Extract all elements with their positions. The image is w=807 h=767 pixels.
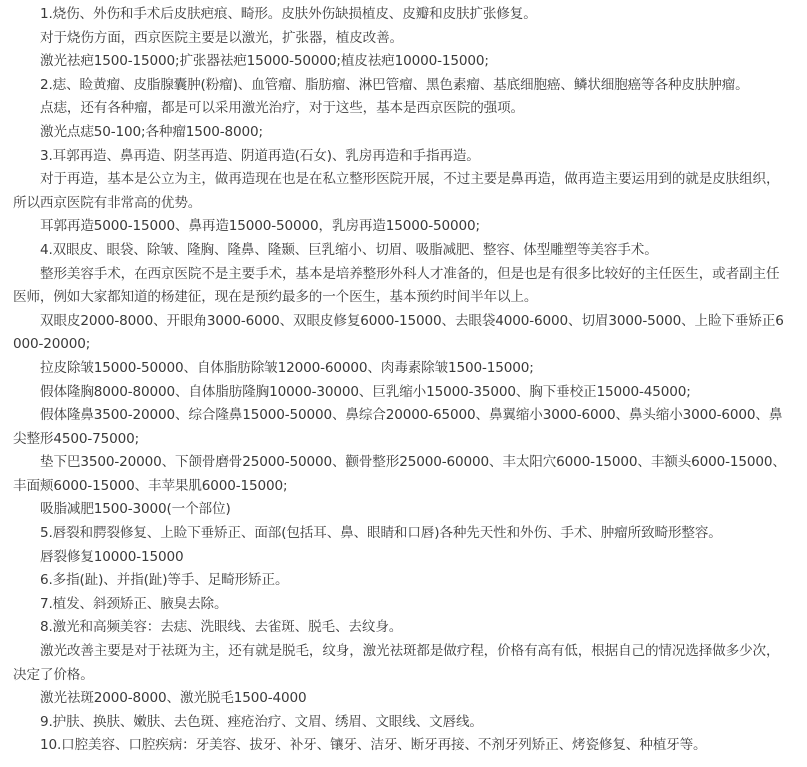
paragraph-polydactyly-heading: 6.多指(趾)、并指(趾)等手、足畸形矫正。 [40,572,289,589]
paragraph-laser-heading: 8.激光和高频美容：去痣、洗眼线、去雀斑、脱毛、去纹身。 [40,619,403,636]
paragraph-burn-prices: 激光祛疤1500-15000;扩张器祛疤15000-50000;植皮祛疤10000-15000; [40,53,489,70]
paragraph-cleft-lip-heading: 5.唇裂和腭裂修复、上睑下垂矫正、面部(包括耳、鼻、眼睛和口唇)各种先天性和外伤、手术、肿瘤所致畸形整容。 [40,525,722,542]
paragraph-cosmetic-heading: 4.双眼皮、眼袋、除皱、隆胸、隆鼻、隆颞、巨乳缩小、切眉、吸脂减肥、整容、体型雕塑等美容手术。 [40,241,658,258]
paragraph-skin-tumors-treatment: 点痣，还有各种瘤，都是可以采用激光治疗，对于这些，基本是西京医院的强项。 [40,100,524,117]
paragraph-eye-prices: 双眼皮2000-8000、开眼角3000-6000、双眼皮修复6000-15000、去眼袋4000-6000、切眉3000-5000、上睑下垂矫正6000-20000; [13,312,784,353]
paragraph-face-contour-prices: 垫下巴3500-20000、下颌骨磨骨25000-50000、颧骨整形25000-60000、丰太阳穴6000-15000、丰额头6000-15000、丰面颊6000-15000、丰苹果肌6000-15000; [13,454,786,494]
paragraph-breast-prices: 假体隆胸8000-80000、自体脂肪隆胸10000-30000、巨乳缩小15000-35000、胸下垂校正15000-45000; [40,383,691,400]
paragraph-nose-prices: 假体隆鼻3500-20000、综合隆鼻15000-50000、鼻综合20000-65000、鼻翼缩小3000-6000、鼻头缩小3000-6000、鼻尖整形4500-75000; [13,407,783,447]
paragraph-reconstruction-description: 对于再造，基本是公立为主，做再造现在也是在私立整形医院开展，不过主要是鼻再造，做再造主要运用到的就是皮肤组织，所以西京医院有非常高的优势。 [13,171,780,211]
paragraph-burn-scars-heading: 1.烧伤、外伤和手术后皮肤疤痕、畸形。皮肤外伤缺损植皮、皮瓣和皮肤扩张修复。 [40,6,537,22]
paragraph-wrinkle-prices: 拉皮除皱15000-50000、自体脂肪除皱12000-60000、肉毒素除皱1500-15000; [40,359,534,376]
paragraph-laser-description: 激光改善主要是对于祛斑为主，还有就是脱毛，纹身，激光祛斑都是做疗程，价格有高有低，根据自己的情况选择做多少次，决定了价格。 [13,643,780,683]
paragraph-liposuction-price: 吸脂减肥1500-3000(一个部位) [40,501,231,518]
paragraph-skincare-heading: 9.护肤、换肤、嫩肤、去色斑、痤疮治疗、文眉、绣眉、文眼线、文唇线。 [40,713,483,730]
paragraph-cosmetic-description: 整形美容手术，在西京医院不是主要手术，基本是培养整形外科人才准备的，但是也是有很多比较好的主任医生，或者副主任医师，例如大家都知道的杨建征，现在是预约最多的一个医生，基本预约时间半年以上。 [13,265,780,306]
paragraph-dental-heading: 10.口腔美容、口腔疾病：牙美容、拔牙、补牙、镶牙、洁牙、断牙再接、不剂牙列矫正、烤瓷修复、种植牙等。 [40,737,707,754]
paragraph-skin-tumors-prices: 激光点痣50-100;各种瘤1500-8000; [40,123,263,140]
paragraph-burn-treatment: 对于烧伤方面，西京医院主要是以激光，扩张器，植皮改善。 [40,29,403,46]
paragraph-laser-prices: 激光祛斑2000-8000、激光脱毛1500-4000 [40,690,307,707]
paragraph-hair-transplant-heading: 7.植发、斜颈矫正、腋臭去除。 [40,595,228,612]
paragraph-reconstruction-heading: 3.耳郭再造、鼻再造、阴茎再造、阴道再造(石女)、乳房再造和手指再造。 [40,147,480,164]
paragraph-skin-tumors-heading: 2.痣、睑黄瘤、皮脂腺囊肿(粉瘤)、血管瘤、脂肪瘤、淋巴管瘤、黑色素瘤、基底细胞癌、鳞状细胞癌等各种皮肤肿瘤。 [40,76,749,93]
paragraph-cleft-lip-price: 唇裂修复10000-15000 [40,548,184,565]
paragraph-reconstruction-prices: 耳郭再造5000-15000、鼻再造15000-50000，乳房再造15000-50000; [40,218,480,235]
